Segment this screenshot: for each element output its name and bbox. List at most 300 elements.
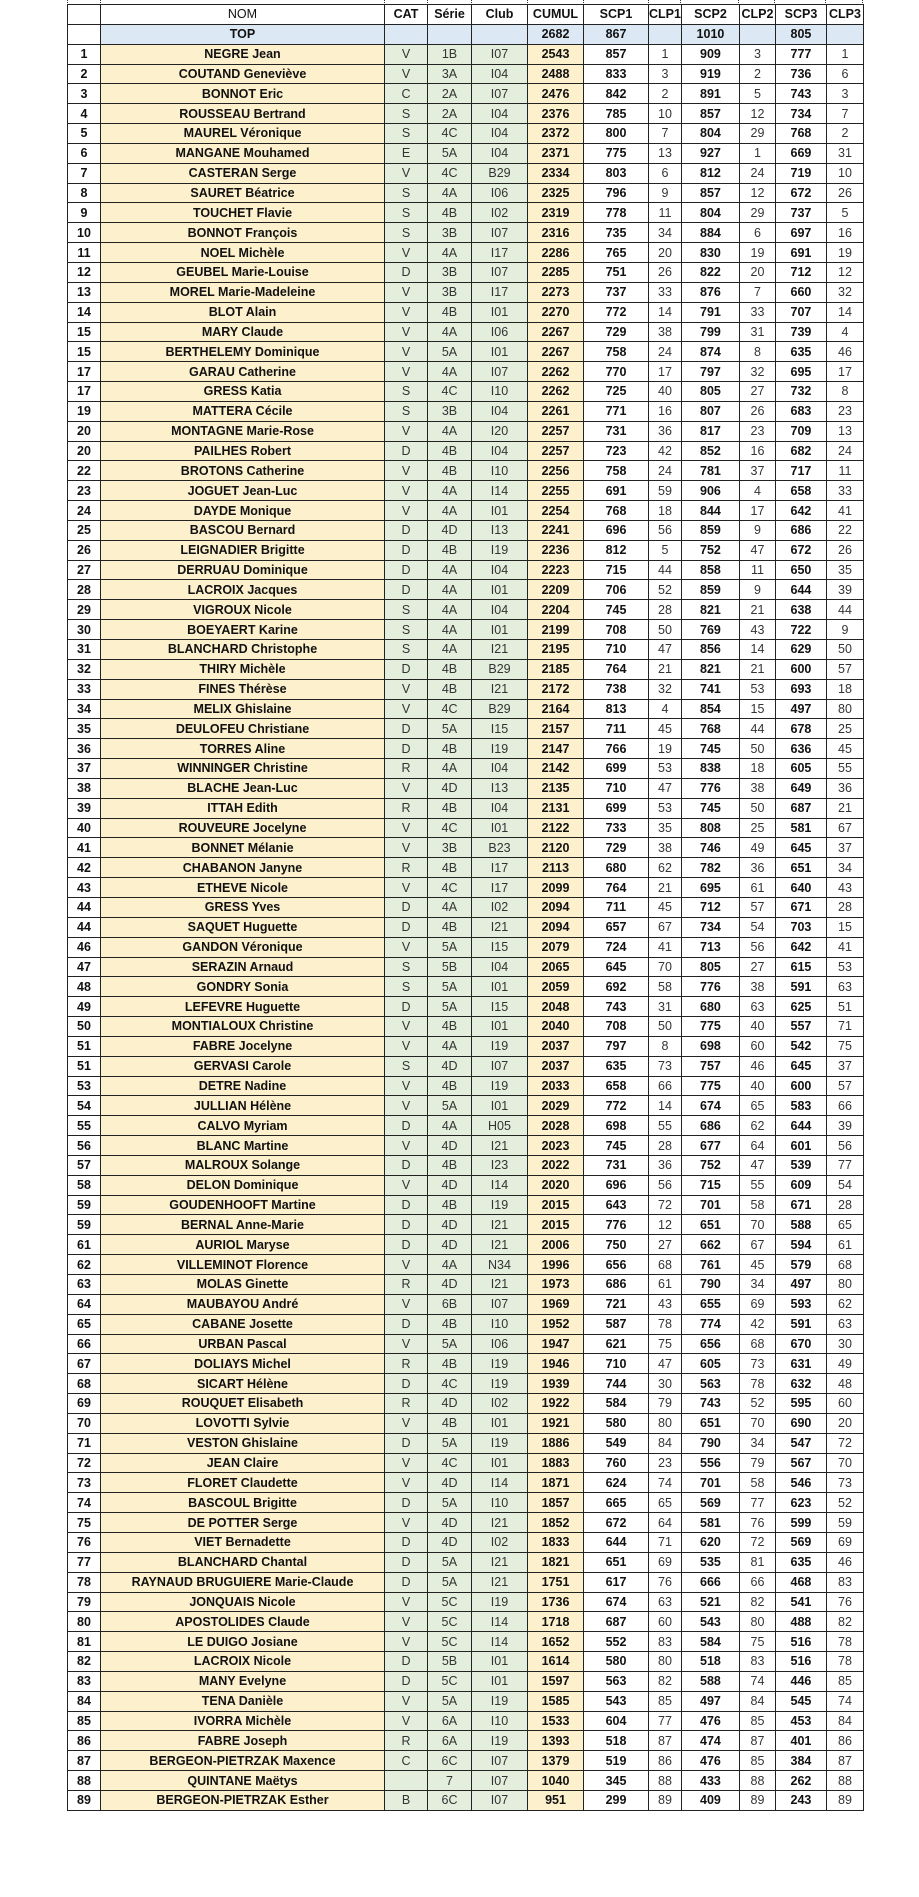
- name-cell: TENA Danièle: [101, 1691, 385, 1711]
- clp2-cell: 12: [739, 183, 775, 203]
- clp1-cell: 59: [649, 481, 682, 501]
- cumul-cell: 1533: [528, 1711, 584, 1731]
- scp3-cell: 739: [775, 322, 826, 342]
- rank-cell: 27: [68, 560, 101, 580]
- scp3-cell: 623: [775, 1493, 826, 1513]
- rank-cell: 51: [68, 1036, 101, 1056]
- scp3-cell: 649: [775, 778, 826, 798]
- serie-cell: 5A: [428, 937, 472, 957]
- cat-cell: D: [385, 580, 428, 600]
- clp1-cell: 8: [649, 1036, 682, 1056]
- cat-cell: V: [385, 64, 428, 84]
- serie-cell: 2A: [428, 104, 472, 124]
- clp3-cell: 77: [826, 1155, 863, 1175]
- club-cell: I17: [472, 243, 528, 263]
- clp1-cell: 11: [649, 203, 682, 223]
- scp2-cell: 775: [681, 1017, 739, 1037]
- scp1-cell: 775: [584, 143, 649, 163]
- name-cell: BLANCHARD Christophe: [101, 640, 385, 660]
- table-row: [68, 1314, 864, 1334]
- scp2-cell: 543: [681, 1612, 739, 1632]
- clp3-cell: 68: [826, 1255, 863, 1275]
- scp3-cell: 732: [775, 382, 826, 402]
- scp3-cell: 615: [775, 957, 826, 977]
- rank-cell: 64: [68, 1294, 101, 1314]
- clp2-cell: 50: [739, 739, 775, 759]
- table-row: [68, 302, 864, 322]
- cat-cell: V: [385, 461, 428, 481]
- rank-cell: 7: [68, 163, 101, 183]
- name-cell: BONNOT François: [101, 223, 385, 243]
- club-cell: I07: [472, 1771, 528, 1791]
- club-cell: I01: [472, 1652, 528, 1672]
- scp2-cell: 797: [681, 362, 739, 382]
- rank-cell: 6: [68, 143, 101, 163]
- scp3-cell: 672: [775, 540, 826, 560]
- rank-cell: 89: [68, 1790, 101, 1810]
- clp1-cell: 63: [649, 1592, 682, 1612]
- clp1-cell: 14: [649, 1096, 682, 1116]
- cumul-cell: 2325: [528, 183, 584, 203]
- cat-cell: V: [385, 1017, 428, 1037]
- clp3-cell: 37: [826, 1056, 863, 1076]
- clp2-cell: 38: [739, 778, 775, 798]
- serie-cell: 3B: [428, 223, 472, 243]
- clp2-cell: 49: [739, 838, 775, 858]
- scp2-cell: 775: [681, 1076, 739, 1096]
- club-cell: I02: [472, 203, 528, 223]
- club-cell: I21: [472, 1513, 528, 1533]
- cumul-cell: 2209: [528, 580, 584, 600]
- cat-cell: V: [385, 1612, 428, 1632]
- scp3-cell: 539: [775, 1155, 826, 1175]
- cat-cell: R: [385, 759, 428, 779]
- rank-cell: 88: [68, 1771, 101, 1791]
- clp1-cell: 38: [649, 322, 682, 342]
- clp1-cell: 21: [649, 878, 682, 898]
- cat-cell: S: [385, 401, 428, 421]
- scp3-cell: 737: [775, 203, 826, 223]
- cumul-cell: 1969: [528, 1294, 584, 1314]
- clp3-cell: 14: [826, 302, 863, 322]
- cumul-cell: 2142: [528, 759, 584, 779]
- scp2-cell: 804: [681, 203, 739, 223]
- table-row: [68, 1572, 864, 1592]
- club-cell: I14: [472, 1473, 528, 1493]
- scp3-cell: 632: [775, 1374, 826, 1394]
- scp1-cell: 744: [584, 1374, 649, 1394]
- serie-cell: 5A: [428, 1334, 472, 1354]
- table-row: [68, 1652, 864, 1672]
- scp2-cell: 927: [681, 143, 739, 163]
- rank-cell: 12: [68, 262, 101, 282]
- scp1-cell: 299: [584, 1790, 649, 1810]
- rank-cell: 70: [68, 1413, 101, 1433]
- cumul-cell: 2157: [528, 719, 584, 739]
- club-cell: I04: [472, 441, 528, 461]
- clp3-cell: 55: [826, 759, 863, 779]
- clp3-cell: 26: [826, 183, 863, 203]
- serie-cell: 4D: [428, 778, 472, 798]
- clp3-cell: 24: [826, 441, 863, 461]
- scp1-cell: 580: [584, 1413, 649, 1433]
- table-row: [68, 104, 864, 124]
- clp3-cell: 6: [826, 64, 863, 84]
- clp1-cell: 47: [649, 778, 682, 798]
- clp2-cell: 40: [739, 1076, 775, 1096]
- name-cell: ROUVEURE Jocelyne: [101, 818, 385, 838]
- clp2-cell: 26: [739, 401, 775, 421]
- table-row: [68, 957, 864, 977]
- serie-cell: 4C: [428, 878, 472, 898]
- name-cell: BERGEON-PIETRZAK Maxence: [101, 1751, 385, 1771]
- top-clp1: [649, 24, 682, 44]
- clp2-cell: 38: [739, 977, 775, 997]
- name-cell: MATTERA Cécile: [101, 401, 385, 421]
- scp1-cell: 768: [584, 501, 649, 521]
- scp3-cell: 658: [775, 481, 826, 501]
- header-club: Club: [472, 5, 528, 25]
- scp1-cell: 587: [584, 1314, 649, 1334]
- clp1-cell: 23: [649, 1453, 682, 1473]
- serie-cell: 5B: [428, 1652, 472, 1672]
- name-cell: RAYNAUD BRUGUIERE Marie-Claude: [101, 1572, 385, 1592]
- cumul-cell: 2286: [528, 243, 584, 263]
- clp1-cell: 20: [649, 243, 682, 263]
- clp1-cell: 77: [649, 1711, 682, 1731]
- table-row: [68, 600, 864, 620]
- cat-cell: V: [385, 937, 428, 957]
- cat-cell: C: [385, 84, 428, 104]
- cumul-cell: 1852: [528, 1513, 584, 1533]
- clp2-cell: 36: [739, 858, 775, 878]
- table-row: [68, 838, 864, 858]
- clp3-cell: 37: [826, 838, 863, 858]
- name-cell: MANGANE Mouhamed: [101, 143, 385, 163]
- serie-cell: 4D: [428, 1532, 472, 1552]
- table-row: [68, 1195, 864, 1215]
- cumul-cell: 2236: [528, 540, 584, 560]
- club-cell: I13: [472, 520, 528, 540]
- table-row: [68, 1413, 864, 1433]
- clp3-cell: 52: [826, 1493, 863, 1513]
- scp3-cell: 671: [775, 897, 826, 917]
- name-cell: FLORET Claudette: [101, 1473, 385, 1493]
- scp1-cell: 699: [584, 759, 649, 779]
- name-cell: MALROUX Solange: [101, 1155, 385, 1175]
- name-cell: GEUBEL Marie-Louise: [101, 262, 385, 282]
- clp1-cell: 19: [649, 739, 682, 759]
- serie-cell: 3B: [428, 262, 472, 282]
- club-cell: I01: [472, 620, 528, 640]
- cat-cell: D: [385, 1314, 428, 1334]
- top-row: [68, 24, 864, 44]
- header-rank: [68, 5, 101, 25]
- club-cell: B29: [472, 699, 528, 719]
- cat-cell: V: [385, 1136, 428, 1156]
- header-scp2: SCP2: [681, 5, 739, 25]
- rank-cell: 67: [68, 1354, 101, 1374]
- clp3-cell: 83: [826, 1572, 863, 1592]
- scp3-cell: 717: [775, 461, 826, 481]
- name-cell: DE POTTER Serge: [101, 1513, 385, 1533]
- clp2-cell: 82: [739, 1592, 775, 1612]
- clp2-cell: 31: [739, 322, 775, 342]
- scp3-cell: 629: [775, 640, 826, 660]
- rank-cell: 43: [68, 878, 101, 898]
- clp3-cell: 88: [826, 1771, 863, 1791]
- scp3-cell: 453: [775, 1711, 826, 1731]
- table-row: [68, 183, 864, 203]
- scp1-cell: 706: [584, 580, 649, 600]
- scp3-cell: 687: [775, 798, 826, 818]
- scp2-cell: 712: [681, 897, 739, 917]
- serie-cell: 6A: [428, 1711, 472, 1731]
- scp1-cell: 699: [584, 798, 649, 818]
- table-row: [68, 84, 864, 104]
- scp2-cell: 790: [681, 1275, 739, 1295]
- club-cell: I14: [472, 481, 528, 501]
- table-row: [68, 878, 864, 898]
- name-cell: BLANC Martine: [101, 1136, 385, 1156]
- cat-cell: D: [385, 659, 428, 679]
- clp1-cell: 69: [649, 1552, 682, 1572]
- club-cell: I01: [472, 580, 528, 600]
- clp1-cell: 34: [649, 223, 682, 243]
- clp3-cell: 15: [826, 917, 863, 937]
- club-cell: I01: [472, 1671, 528, 1691]
- name-cell: MOLAS Ginette: [101, 1275, 385, 1295]
- rank-cell: 56: [68, 1136, 101, 1156]
- serie-cell: 4A: [428, 560, 472, 580]
- cumul-cell: 2185: [528, 659, 584, 679]
- rank-cell: 9: [68, 203, 101, 223]
- cat-cell: S: [385, 223, 428, 243]
- clp3-cell: 2: [826, 124, 863, 144]
- serie-cell: 5A: [428, 1096, 472, 1116]
- clp2-cell: 80: [739, 1612, 775, 1632]
- rank-cell: 36: [68, 739, 101, 759]
- scp3-cell: 651: [775, 858, 826, 878]
- clp1-cell: 53: [649, 759, 682, 779]
- scp1-cell: 549: [584, 1433, 649, 1453]
- club-cell: I06: [472, 322, 528, 342]
- cat-cell: D: [385, 1235, 428, 1255]
- clp3-cell: 26: [826, 540, 863, 560]
- serie-cell: 4B: [428, 1354, 472, 1374]
- scp2-cell: 790: [681, 1433, 739, 1453]
- clp1-cell: 56: [649, 1175, 682, 1195]
- scp2-cell: 701: [681, 1473, 739, 1493]
- club-cell: I01: [472, 1017, 528, 1037]
- scp1-cell: 745: [584, 1136, 649, 1156]
- rank-cell: 39: [68, 798, 101, 818]
- rank-cell: 24: [68, 501, 101, 521]
- cat-cell: S: [385, 1056, 428, 1076]
- scp2-cell: 474: [681, 1731, 739, 1751]
- serie-cell: 5A: [428, 997, 472, 1017]
- club-cell: I01: [472, 501, 528, 521]
- cat-cell: V: [385, 322, 428, 342]
- scp2-cell: 808: [681, 818, 739, 838]
- clp3-cell: 13: [826, 421, 863, 441]
- clp2-cell: 72: [739, 1532, 775, 1552]
- clp1-cell: 87: [649, 1731, 682, 1751]
- serie-cell: 4B: [428, 1076, 472, 1096]
- cat-cell: R: [385, 1394, 428, 1414]
- scp3-cell: 672: [775, 183, 826, 203]
- serie-cell: 4B: [428, 659, 472, 679]
- cat-cell: [385, 1771, 428, 1791]
- rank-cell: 5: [68, 124, 101, 144]
- table-row: [68, 540, 864, 560]
- header-nom: NOM: [101, 5, 385, 25]
- scp3-cell: 262: [775, 1771, 826, 1791]
- clp2-cell: 50: [739, 798, 775, 818]
- serie-cell: 7: [428, 1771, 472, 1791]
- cumul-cell: 2147: [528, 739, 584, 759]
- serie-cell: 4A: [428, 362, 472, 382]
- scp2-cell: 852: [681, 441, 739, 461]
- cumul-cell: 1952: [528, 1314, 584, 1334]
- rank-cell: 80: [68, 1612, 101, 1632]
- clp2-cell: 78: [739, 1374, 775, 1394]
- cumul-cell: 1857: [528, 1493, 584, 1513]
- name-cell: LEFEVRE Huguette: [101, 997, 385, 1017]
- clp2-cell: 18: [739, 759, 775, 779]
- clp2-cell: 46: [739, 1056, 775, 1076]
- club-cell: I07: [472, 1751, 528, 1771]
- cat-cell: D: [385, 739, 428, 759]
- cat-cell: D: [385, 520, 428, 540]
- scp1-cell: 635: [584, 1056, 649, 1076]
- scp3-cell: 669: [775, 143, 826, 163]
- name-cell: ROUSSEAU Bertrand: [101, 104, 385, 124]
- clp2-cell: 34: [739, 1275, 775, 1295]
- scp1-cell: 766: [584, 739, 649, 759]
- cat-cell: D: [385, 1215, 428, 1235]
- cumul-cell: 2037: [528, 1056, 584, 1076]
- cumul-cell: 2037: [528, 1036, 584, 1056]
- scp2-cell: 856: [681, 640, 739, 660]
- clp1-cell: 9: [649, 183, 682, 203]
- scp2-cell: 906: [681, 481, 739, 501]
- clp1-cell: 10: [649, 104, 682, 124]
- scp1-cell: 710: [584, 640, 649, 660]
- scp3-cell: 547: [775, 1433, 826, 1453]
- table-row: [68, 342, 864, 362]
- serie-cell: 6C: [428, 1790, 472, 1810]
- scp3-cell: 541: [775, 1592, 826, 1612]
- serie-cell: 4D: [428, 1394, 472, 1414]
- clp3-cell: 63: [826, 977, 863, 997]
- name-cell: BONNET Mélanie: [101, 838, 385, 858]
- scp2-cell: 857: [681, 183, 739, 203]
- table-row: [68, 719, 864, 739]
- scp3-cell: 703: [775, 917, 826, 937]
- rank-cell: 59: [68, 1195, 101, 1215]
- table-row: [68, 461, 864, 481]
- top-scp3: 805: [775, 24, 826, 44]
- table-row: [68, 1017, 864, 1037]
- cat-cell: V: [385, 1294, 428, 1314]
- serie-cell: 5A: [428, 977, 472, 997]
- clp3-cell: 67: [826, 818, 863, 838]
- clp1-cell: 31: [649, 997, 682, 1017]
- clp2-cell: 66: [739, 1572, 775, 1592]
- clp1-cell: 28: [649, 1136, 682, 1156]
- serie-cell: 6C: [428, 1751, 472, 1771]
- rank-cell: 54: [68, 1096, 101, 1116]
- clp3-cell: 11: [826, 461, 863, 481]
- clp3-cell: 65: [826, 1215, 863, 1235]
- table-row: [68, 501, 864, 521]
- scp1-cell: 771: [584, 401, 649, 421]
- name-cell: GRESS Yves: [101, 897, 385, 917]
- cumul-cell: 2079: [528, 937, 584, 957]
- clp3-cell: 41: [826, 501, 863, 521]
- clp3-cell: 59: [826, 1513, 863, 1533]
- scp2-cell: 817: [681, 421, 739, 441]
- club-cell: I02: [472, 1532, 528, 1552]
- cat-cell: D: [385, 1433, 428, 1453]
- scp1-cell: 751: [584, 262, 649, 282]
- clp2-cell: 45: [739, 1255, 775, 1275]
- club-cell: I01: [472, 1413, 528, 1433]
- scp3-cell: 401: [775, 1731, 826, 1751]
- table-row: [68, 1691, 864, 1711]
- scp1-cell: 731: [584, 421, 649, 441]
- scp1-cell: 686: [584, 1275, 649, 1295]
- serie-cell: 5B: [428, 957, 472, 977]
- serie-cell: 3B: [428, 838, 472, 858]
- clp1-cell: 80: [649, 1652, 682, 1672]
- cat-cell: V: [385, 878, 428, 898]
- clp1-cell: 78: [649, 1314, 682, 1334]
- cat-cell: S: [385, 382, 428, 402]
- scp3-cell: 671: [775, 1195, 826, 1215]
- scp3-cell: 642: [775, 937, 826, 957]
- rank-cell: 26: [68, 540, 101, 560]
- scp3-cell: 516: [775, 1652, 826, 1672]
- serie-cell: 4A: [428, 1116, 472, 1136]
- table-row: [68, 441, 864, 461]
- scp2-cell: 745: [681, 798, 739, 818]
- rank-cell: 48: [68, 977, 101, 997]
- name-cell: LACROIX Jacques: [101, 580, 385, 600]
- serie-cell: 4D: [428, 1215, 472, 1235]
- club-cell: I04: [472, 957, 528, 977]
- name-cell: GANDON Véronique: [101, 937, 385, 957]
- scp1-cell: 645: [584, 957, 649, 977]
- cumul-cell: 1973: [528, 1275, 584, 1295]
- club-cell: I19: [472, 1731, 528, 1751]
- club-cell: I04: [472, 600, 528, 620]
- scp1-cell: 345: [584, 1771, 649, 1791]
- cat-cell: V: [385, 163, 428, 183]
- clp2-cell: 33: [739, 302, 775, 322]
- club-cell: I17: [472, 878, 528, 898]
- scp2-cell: 752: [681, 1155, 739, 1175]
- table-row: [68, 798, 864, 818]
- clp3-cell: 70: [826, 1453, 863, 1473]
- table-row: [68, 1453, 864, 1473]
- scp1-cell: 672: [584, 1513, 649, 1533]
- rank-cell: 37: [68, 759, 101, 779]
- cat-cell: V: [385, 1592, 428, 1612]
- name-cell: JONQUAIS Nicole: [101, 1592, 385, 1612]
- name-cell: DETRE Nadine: [101, 1076, 385, 1096]
